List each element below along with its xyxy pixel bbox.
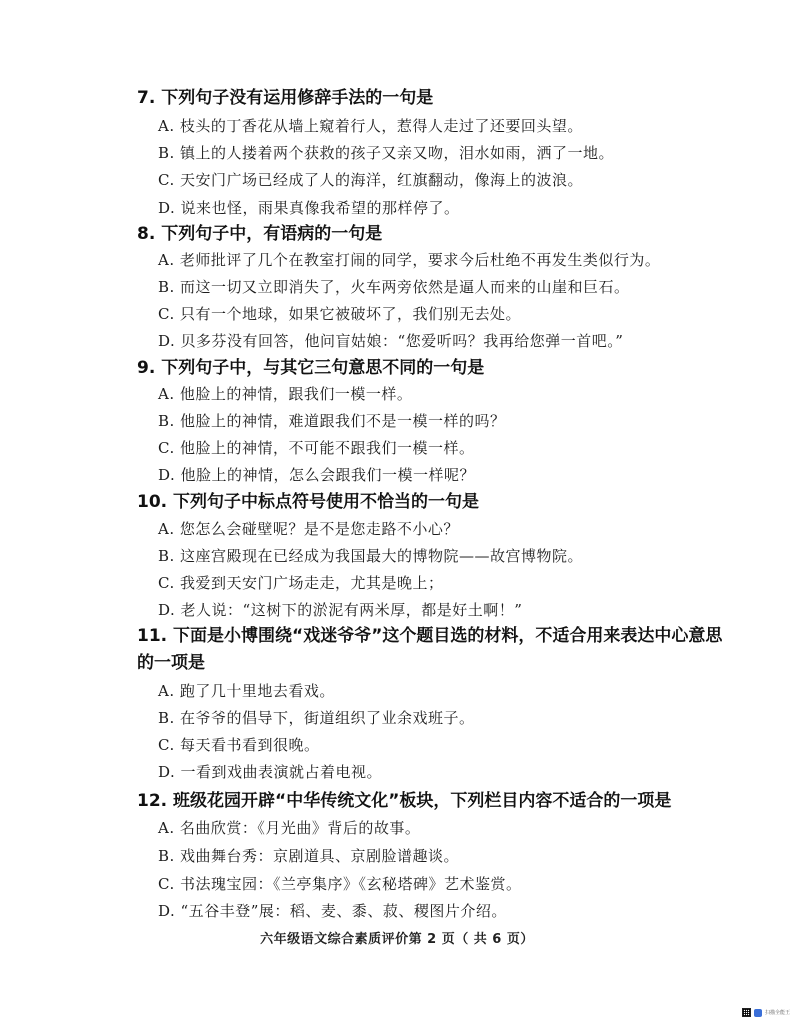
question-10-title: 10. 下列句子中标点符号使用不恰当的一句是 (137, 492, 480, 512)
question-12-option-d: D. “五谷丰登”展：稻、麦、黍、菽、稷图片介绍。 (158, 902, 507, 920)
question-10-option-a: A. 您怎么会碰壁呢？是不是您走路不小心？ (158, 520, 459, 538)
question-10-option-d: D. 老人说：“这树下的淤泥有两米厚，都是好土啊！” (158, 601, 523, 619)
watermark-label: 扫描全能王 (765, 1010, 791, 1016)
question-7-option-a: A. 枝头的丁香花从墙上窥着行人，惹得人走过了还要回头望。 (158, 117, 583, 135)
question-11-option-a: A. 跑了几十里地去看戏。 (158, 682, 335, 700)
question-10-option-c: C. 我爱到天安门广场走走，尤其是晚上； (158, 574, 444, 592)
question-8-option-a: A. 老师批评了几个在教室打闹的同学，要求今后杜绝不再发生类似行为。 (158, 251, 661, 269)
question-8-option-b: B. 而这一切又立即消失了，火车两旁依然是逼人而来的山崖和巨石。 (158, 278, 630, 296)
question-9-option-d: D. 他脸上的神情，怎么会跟我们一模一样呢？ (158, 466, 476, 484)
scanner-logo-icon (754, 1009, 762, 1017)
question-9-option-c: C. 他脸上的神情，不可能不跟我们一模一样。 (158, 439, 475, 457)
page-footer: 六年级语文综合素质评价第 2 页（ 共 6 页） (260, 932, 534, 947)
question-9-option-b: B. 他脸上的神情，难道跟我们不是一模一样的吗？ (158, 412, 506, 430)
question-7-title: 7. 下列句子没有运用修辞手法的一句是 (137, 88, 434, 108)
question-11-option-c: C. 每天看书看到很晚。 (158, 736, 320, 754)
question-10-option-b: B. 这座宫殿现在已经成为我国最大的博物院——故宫博物院。 (158, 547, 584, 565)
question-12-title: 12. 班级花园开辟“中华传统文化”板块，下列栏目内容不适合的一项是 (137, 791, 672, 811)
question-7-option-d: D. 说来也怪，雨果真像我希望的那样停了。 (158, 199, 460, 217)
question-7-option-b: B. 镇上的人搂着两个获救的孩子又亲又吻，泪水如雨，洒了一地。 (158, 144, 615, 162)
question-9-title: 9. 下列句子中，与其它三句意思不同的一句是 (137, 358, 485, 378)
question-7-option-c: C. 天安门广场已经成了人的海洋，红旗翻动，像海上的波浪。 (158, 171, 583, 189)
question-8-option-d: D. 贝多芬没有回答，他问盲姑娘：“您爱听吗？我再给您弹一首吧。” (158, 332, 624, 350)
question-9-option-a: A. 他脸上的神情，跟我们一模一样。 (158, 385, 413, 403)
question-8-option-c: C. 只有一个地球，如果它被破坏了，我们别无去处。 (158, 305, 521, 323)
question-8-title: 8. 下列句子中，有语病的一句是 (137, 224, 383, 244)
question-12-option-c: C. 书法瑰宝园：《兰亭集序》《玄秘塔碑》艺术鉴赏。 (158, 875, 522, 893)
question-11-option-b: B. 在爷爷的倡导下，街道组织了业余戏班子。 (158, 709, 475, 727)
qr-code-icon (742, 1008, 751, 1017)
question-12-option-b: B. 戏曲舞台秀：京剧道具、京剧脸谱趣谈。 (158, 847, 460, 865)
scanner-watermark (742, 1008, 790, 1017)
question-12-option-a: A. 名曲欣赏：《月光曲》背后的故事。 (158, 819, 421, 837)
question-11-option-d: D. 一看到戏曲表演就占着电视。 (158, 763, 383, 781)
question-11-title: 11. 下面是小博围绕“戏迷爷爷”这个题目选的材料，不适合用来表达中心意思的一项是 (137, 626, 723, 673)
